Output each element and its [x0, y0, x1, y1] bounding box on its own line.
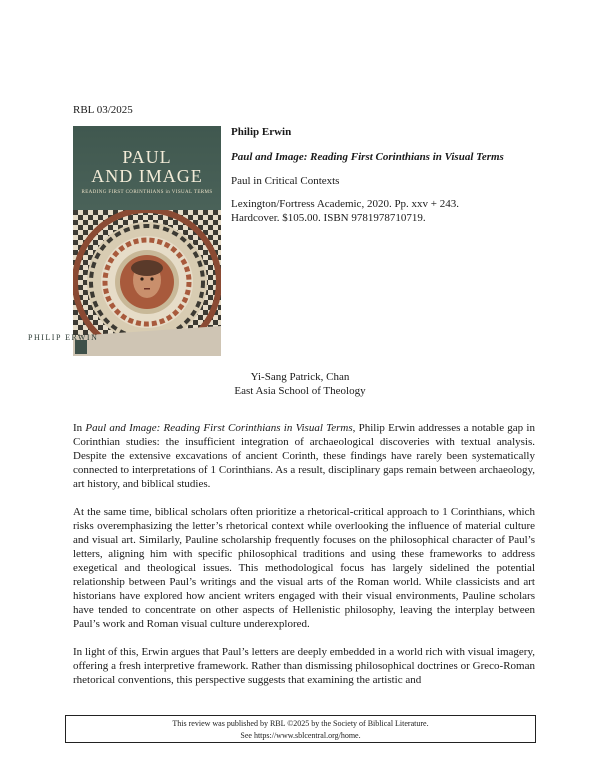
footer-line2: See https://www.sblcentral.org/home. [240, 731, 361, 740]
book-cover-image [73, 126, 221, 356]
issue-label: RBL 03/2025 [73, 104, 133, 116]
publication-line2: Hardcover. $105.00. ISBN 9781978710719. [231, 212, 426, 224]
publication-line1: Lexington/Fortress Academic, 2020. Pp. xxv + 243. [231, 198, 460, 210]
reviewer-name: Yi-Sang Patrick, Chan [250, 371, 350, 383]
reviewer-institution: East Asia School of Theology [234, 385, 366, 397]
cover-title-line2: AND IMAGE [91, 166, 203, 186]
book-title: Paul and Image: Reading First Corinthians in Visual Terms [231, 151, 504, 163]
cover-author: PHILIP ERWIN [28, 333, 99, 342]
paragraph-1-book-title: Paul and Image: Reading First Corinthians in Visual Terms [85, 422, 353, 434]
paragraph-1-text: , Philip Erwin addresses a notable gap in Corinthian studies: the insufficient integration of archaeological discoveries with textual analysis. Despite the extensive excavations of ancient Corinth, these findings have rarely been systematically connected to interpretations of 1 Corinthians. As a result, disciplinary gaps remain between archaeology, art history, and biblical studies. [73, 422, 535, 490]
cover-series-tag [75, 340, 87, 354]
footer-line1: This review was published by RBL ©2025 by the Society of Biblical Literature. [172, 719, 429, 728]
reviewer-block [0, 370, 600, 398]
paragraph-1-lead: In [73, 422, 86, 434]
book-info [231, 126, 531, 225]
review-body [73, 421, 535, 701]
paragraph-3: In light of this, Erwin argues that Paul’s letters are deeply embedded in a world rich with visual imagery, offering a fresh interpretive framework. Rather than dismissing philosophical doctrines or Greco-Roman rhetorical conventions, this perspective suggests that examining the artistic and [73, 646, 535, 686]
book-author: Philip Erwin [231, 126, 292, 138]
cover-subtitle: READING FIRST CORINTHIANS in VISUAL TERMS [81, 190, 213, 195]
paragraph-1 [73, 421, 535, 491]
paragraph-2: At the same time, biblical scholars often prioritize a rhetorical-critical approach to 1 Corinthians, which risks overemphasizing the letter’s rhetorical context while overlooking the influence of material culture and visual art. Similarly, Pauline scholarship frequently focuses on the philosophical character of Paul’s letters, aligning him with specific philosophical traditions and using these frameworks to address exegetical and theological issues. This methodological focus has largely sidelined the potential relationship between Paul’s writings and the visual arts of the Roman world. While classicists and art historians have explored how ancient writers engaged with their visual environments, Pauline scholars have tended to concentrate on other aspects of Hellenistic philosophy, leaving the interplay between Paul’s work and Roman visual culture underexplored. [73, 506, 535, 630]
footer-notice [65, 715, 536, 743]
cover-title-line1: PAUL [122, 147, 172, 167]
publication-details [231, 197, 531, 225]
book-series: Paul in Critical Contexts [231, 175, 340, 187]
cover-title [73, 148, 221, 186]
